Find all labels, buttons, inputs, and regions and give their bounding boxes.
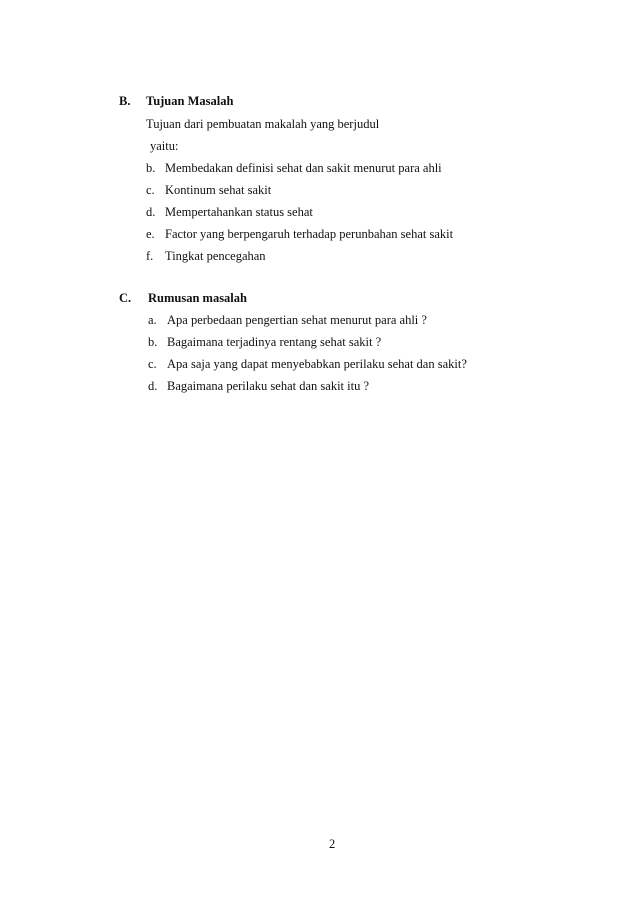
list-item-letter: c. [148,357,157,371]
list-item-letter: d. [148,379,158,393]
list-item: Tingkat pencegahan [165,249,266,263]
list-item-letter: f. [146,249,154,263]
section-b-letter: B. [119,94,131,108]
list-item: Bagaimana terjadinya rentang sehat sakit ? [167,335,382,349]
list-item-letter: a. [148,313,157,327]
section-b-intro: Tujuan dari pembuatan makalah yang berjudul [146,117,380,131]
list-item: Apa perbedaan pengertian sehat menurut para ahli ? [167,313,427,327]
list-item: Bagaimana perilaku sehat dan sakit itu ? [167,379,370,393]
list-item-letter: d. [146,205,156,219]
page-number: 2 [329,837,336,851]
list-item: Factor yang berpengaruh terhadap perunbahan sehat sakit [165,227,454,241]
list-item-letter: c. [146,183,155,197]
section-b-title: Tujuan Masalah [146,94,234,108]
list-item-letter: b. [148,335,158,349]
list-item: Apa saja yang dapat menyebabkan perilaku sehat dan sakit? [167,357,467,371]
list-item: Membedakan definisi sehat dan sakit menurut para ahli [165,161,442,175]
section-b-intro-cont: yaitu: [150,139,179,153]
list-item-letter: e. [146,227,155,241]
list-item-letter: b. [146,161,156,175]
list-item: Mempertahankan status sehat [165,205,313,219]
section-c-letter: C. [119,291,132,305]
section-c-title: Rumusan masalah [148,291,247,305]
list-item: Kontinum sehat sakit [165,183,272,197]
